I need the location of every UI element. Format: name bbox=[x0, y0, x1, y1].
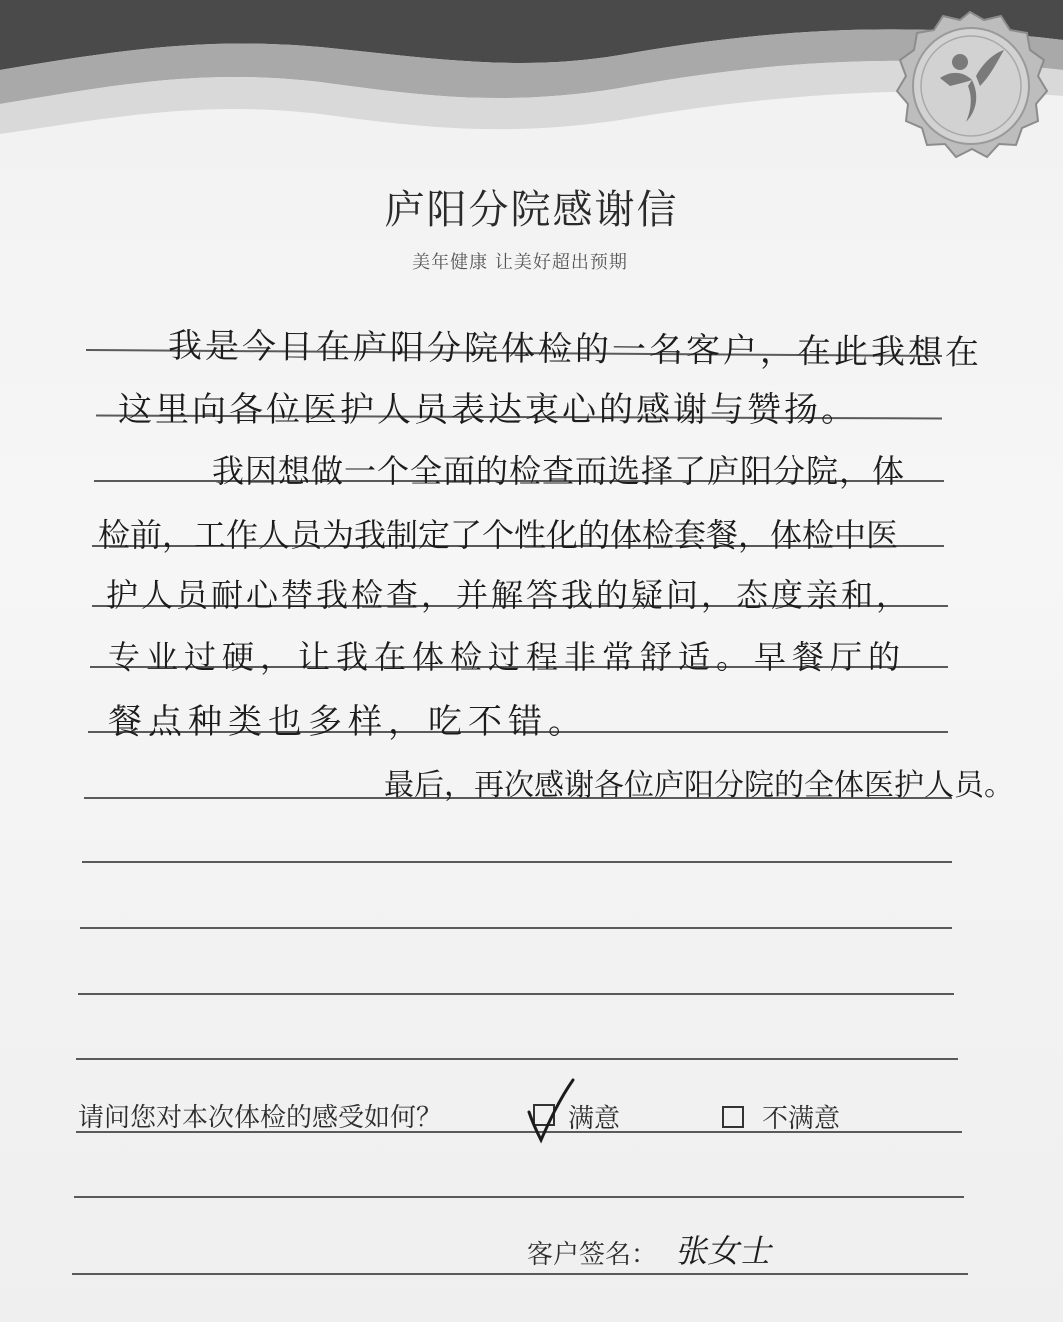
letter-body-line: 专业过硬，让我在体检过程非常舒适。早餐厅的 bbox=[108, 638, 907, 676]
letter-body-line: 我是今日在庐阳分院体检的一名客户，在此我想在 bbox=[167, 326, 983, 374]
ruled-line bbox=[76, 1058, 958, 1060]
letter-body-line: 我因想做一个全面的检查而选择了庐阳分院，体 bbox=[212, 452, 906, 490]
brand-seal-logo bbox=[880, 6, 1060, 176]
letter-body-line: 护人员耐心替我检查，并解答我的疑问，态度亲和， bbox=[106, 576, 912, 614]
ruled-line bbox=[74, 1196, 964, 1198]
letter-title: 庐阳分院感谢信 bbox=[384, 187, 679, 233]
letter-body-line: 最后，再次感谢各位庐阳分院的全体医护人员。 bbox=[384, 768, 1014, 803]
survey-question: 请问您对本次体检的感受如何？ bbox=[78, 1103, 443, 1133]
unsatisfied-option-label: 不满意 bbox=[762, 1104, 841, 1134]
letter-body-line: 这里向各位医护人员表达衷心的感谢与赞扬。 bbox=[118, 390, 858, 430]
ruled-line bbox=[78, 993, 954, 995]
letter-body-line: 餐点种类也多样，吃不错。 bbox=[108, 702, 588, 742]
letter-body-line: 检前，工作人员为我制定了个性化的体检套餐，体检中医 bbox=[98, 516, 899, 554]
handwritten-signature: 张女士 bbox=[673, 1232, 778, 1270]
ruled-line bbox=[82, 861, 952, 863]
ruled-line bbox=[80, 927, 952, 929]
satisfied-option-label: 满意 bbox=[568, 1104, 621, 1134]
unsatisfied-checkbox[interactable] bbox=[722, 1106, 744, 1128]
signature-label: 客户签名： bbox=[527, 1240, 658, 1270]
ruled-line bbox=[72, 1273, 968, 1275]
letter-slogan: 美年健康 让美好超出预期 bbox=[412, 252, 628, 273]
